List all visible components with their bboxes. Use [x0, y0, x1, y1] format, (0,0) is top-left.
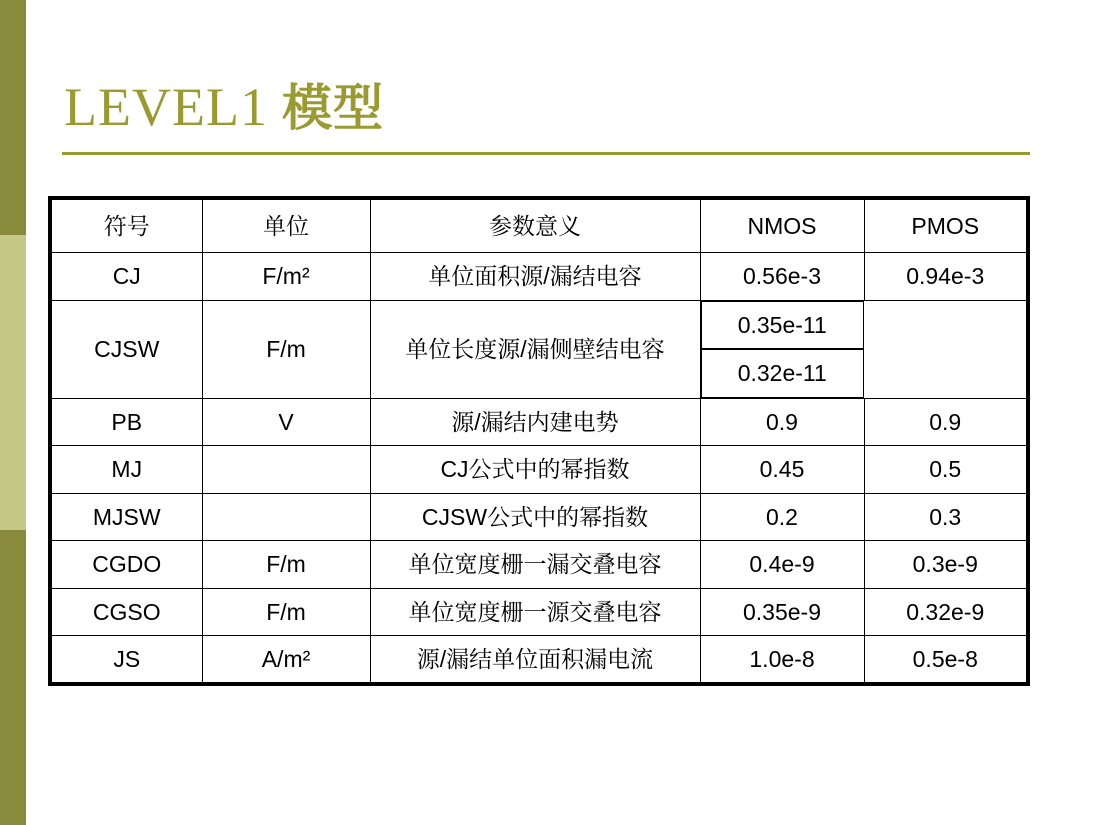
- cell-symbol: CJ: [50, 253, 202, 300]
- title-underline: [62, 152, 1030, 155]
- table-row: [50, 493, 1028, 540]
- cell-nmos: 0.2: [700, 493, 864, 540]
- cell-unit: [202, 493, 370, 540]
- table-row: [50, 446, 1028, 493]
- cell-unit: F/m: [202, 541, 370, 588]
- cell-symbol: CJSW: [50, 300, 202, 398]
- cell-nmos: 0.35e-9: [700, 588, 864, 635]
- page-title: [64, 68, 384, 140]
- cell-unit: A/m²: [202, 635, 370, 684]
- cell-meaning: CJ公式中的幂指数: [370, 446, 700, 493]
- cell-pmos: 0.32e-11: [701, 349, 865, 397]
- cell-unit: V: [202, 398, 370, 445]
- page-title-latin: LEVEL1: [64, 77, 268, 137]
- cell-pmos: 0.32e-9: [864, 588, 1028, 635]
- cell-pmos: 0.5: [864, 446, 1028, 493]
- column-header-pmos: PMOS: [864, 198, 1028, 253]
- column-header-meaning: 参数意义: [370, 198, 700, 253]
- cell-unit: F/m: [202, 300, 370, 398]
- table-row: [50, 398, 1028, 445]
- table-row: [50, 541, 1028, 588]
- table-row: [50, 635, 1028, 684]
- cell-meaning: 单位宽度栅一漏交叠电容: [370, 541, 700, 588]
- cell-unit: F/m²: [202, 253, 370, 300]
- cell-meaning: 单位面积源/漏结电容: [370, 253, 700, 300]
- cell-symbol: CGDO: [50, 541, 202, 588]
- cell-symbol: MJSW: [50, 493, 202, 540]
- parameters-table: [48, 196, 1030, 686]
- table-row: [50, 588, 1028, 635]
- parameters-table-container: [48, 196, 1026, 686]
- cell-nmos: 1.0e-8: [700, 635, 864, 684]
- slide-content: [26, 0, 1108, 825]
- cell-nmos: 0.56e-3: [700, 253, 864, 300]
- cell-nmos: 0.45: [700, 446, 864, 493]
- cell-pmos: 0.3: [864, 493, 1028, 540]
- column-header-unit: 单位: [202, 198, 370, 253]
- cell-unit: [202, 446, 370, 493]
- table-header-row: [50, 198, 1028, 253]
- table-row: [50, 300, 1028, 398]
- cell-nmos: 0.9: [700, 398, 864, 445]
- cell-pmos: 0.9: [864, 398, 1028, 445]
- cell-meaning: 单位长度源/漏侧壁结电容: [370, 300, 700, 398]
- cell-unit: F/m: [202, 588, 370, 635]
- stripe-segment-middle: [0, 235, 26, 530]
- cell-symbol: CGSO: [50, 588, 202, 635]
- stripe-segment-top: [0, 0, 26, 235]
- left-decorative-stripe: [0, 0, 26, 825]
- table-row: [50, 253, 1028, 300]
- cell-meaning: 单位宽度栅一源交叠电容: [370, 588, 700, 635]
- stripe-segment-bottom: [0, 530, 26, 825]
- cell-pmos: 0.5e-8: [864, 635, 1028, 684]
- cell-meaning: 源/漏结单位面积漏电流: [370, 635, 700, 684]
- cell-nmos: 0.35e-11: [701, 301, 865, 349]
- cell-nmos: 0.4e-9: [700, 541, 864, 588]
- column-header-symbol: 符号: [50, 198, 202, 253]
- cell-meaning: CJSW公式中的幂指数: [370, 493, 700, 540]
- cell-symbol: MJ: [50, 446, 202, 493]
- column-header-nmos: NMOS: [700, 198, 864, 253]
- cell-meaning: 源/漏结内建电势: [370, 398, 700, 445]
- cell-pmos: 0.94e-3: [864, 253, 1028, 300]
- page-title-cjk: 模型: [281, 79, 384, 137]
- cell-symbol: PB: [50, 398, 202, 445]
- cell-symbol: JS: [50, 635, 202, 684]
- cell-pmos: 0.3e-9: [864, 541, 1028, 588]
